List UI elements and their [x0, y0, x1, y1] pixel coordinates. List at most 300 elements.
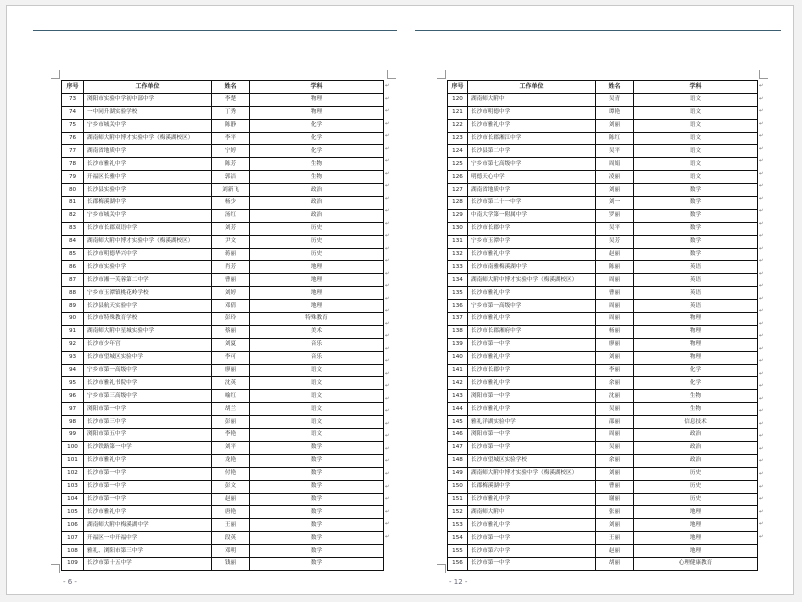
row-name: 吴青 [596, 93, 634, 106]
row-unit: 长沙市实验中学 [84, 261, 212, 274]
table-row [448, 338, 758, 351]
paragraph-mark-icon: ↵ [759, 295, 764, 302]
paragraph-mark-icon: ↵ [385, 433, 390, 440]
row-name: 曹丽 [596, 480, 634, 493]
row-number: 144 [448, 403, 468, 416]
row-subject: 语文 [250, 390, 384, 403]
row-unit: 宁乡市第三高级中学 [84, 390, 212, 403]
row-unit: 长沙市少年宫 [84, 338, 212, 351]
paragraph-mark-icon: ↵ [759, 170, 764, 177]
paragraph-mark-icon: ↵ [759, 508, 764, 515]
row-subject: 英语 [634, 287, 758, 300]
table-header-row [448, 81, 758, 94]
row-unit: 开福区长雅中学 [84, 171, 212, 184]
table-row [62, 351, 384, 364]
paragraph-marks [759, 80, 765, 543]
paragraph-mark-icon: ↵ [759, 458, 764, 465]
crop-mark [51, 564, 60, 573]
row-subject: 化学 [250, 119, 384, 132]
row-unit: 长沙铁路第一中学 [84, 441, 212, 454]
table-row [62, 557, 384, 570]
paragraph-mark-icon: ↵ [759, 470, 764, 477]
paragraph-mark-icon: ↵ [385, 133, 390, 140]
paragraph-mark-icon: ↵ [385, 220, 390, 227]
table-row [448, 557, 758, 570]
row-subject: 语文 [634, 132, 758, 145]
row-subject: 数学 [634, 209, 758, 222]
table-row [448, 403, 758, 416]
row-name: 凌丽 [596, 171, 634, 184]
row-name: 余丽 [596, 454, 634, 467]
row-name: 刘平 [212, 441, 250, 454]
row-subject: 物理 [250, 93, 384, 106]
table-row [62, 235, 384, 248]
row-name: 沈英 [212, 377, 250, 390]
row-number: 135 [448, 287, 468, 300]
row-number: 103 [62, 480, 84, 493]
row-unit: 湖南师大附中梅溪湖中学 [84, 519, 212, 532]
table-row [448, 519, 758, 532]
row-subject: 心理健康教育 [634, 557, 758, 570]
table-row [448, 158, 758, 171]
row-name: 付艳 [212, 467, 250, 480]
row-unit: 浏阳市第一中学 [468, 429, 596, 442]
paragraph-marks [385, 80, 391, 543]
row-number: 102 [62, 467, 84, 480]
row-unit: 长沙市第一中学 [468, 532, 596, 545]
row-subject: 语文 [250, 429, 384, 442]
row-name: 邓明 [212, 545, 250, 558]
row-subject: 英语 [634, 274, 758, 287]
table-row [448, 93, 758, 106]
row-number: 76 [62, 132, 84, 145]
row-name: 谢丽 [596, 493, 634, 506]
row-unit: 长沙市雅礼中学 [468, 519, 596, 532]
row-name: 曹丽 [596, 287, 634, 300]
row-subject: 历史 [634, 467, 758, 480]
row-subject: 地理 [634, 545, 758, 558]
paragraph-mark-icon: ↵ [385, 345, 390, 352]
paragraph-mark-icon: ↵ [759, 270, 764, 277]
row-number: 143 [448, 390, 468, 403]
table-row [62, 274, 384, 287]
row-number: 141 [448, 364, 468, 377]
staff-table-right [447, 80, 758, 571]
table-row [62, 300, 384, 313]
paragraph-mark-icon: ↵ [385, 358, 390, 365]
row-subject: 语文 [250, 403, 384, 416]
row-name: 余丽 [596, 377, 634, 390]
row-number: 84 [62, 235, 84, 248]
document-page-right [409, 12, 787, 588]
row-unit: 长沙市雅礼中学 [84, 158, 212, 171]
paragraph-mark-icon: ↵ [759, 333, 764, 340]
document-page-left [21, 12, 401, 588]
row-subject: 语文 [634, 106, 758, 119]
row-unit: 浏阳市第五中学 [84, 429, 212, 442]
table-row [448, 441, 758, 454]
row-name: 尹文 [212, 235, 250, 248]
row-unit: 长沙市雅礼中学 [84, 454, 212, 467]
row-number: 73 [62, 93, 84, 106]
row-subject: 美术 [250, 325, 384, 338]
paragraph-mark-icon: ↵ [759, 320, 764, 327]
table-header-row [62, 81, 384, 94]
row-unit: 湖南师大附中博才实验中学（梅溪湖校区） [84, 235, 212, 248]
row-unit: 长沙市雅礼中学 [468, 313, 596, 326]
row-unit: 浏阳市第一中学 [84, 403, 212, 416]
table-row [448, 429, 758, 442]
paragraph-mark-icon: ↵ [385, 533, 390, 540]
row-subject: 物理 [634, 325, 758, 338]
row-name: 吴丽 [596, 403, 634, 416]
row-subject: 地理 [634, 532, 758, 545]
row-name: 吴丽 [596, 441, 634, 454]
paragraph-mark-icon: ↵ [385, 496, 390, 503]
row-number: 126 [448, 171, 468, 184]
row-unit: 长沙市长郡中学 [468, 364, 596, 377]
header-subject: 学科 [634, 81, 758, 94]
row-name: 李艳 [212, 429, 250, 442]
row-subject: 化学 [634, 377, 758, 390]
paragraph-mark-icon: ↵ [759, 383, 764, 390]
row-name: 郭洁 [212, 171, 250, 184]
row-subject: 地理 [634, 506, 758, 519]
row-unit: 雅礼、浏阳市第三中学 [84, 545, 212, 558]
row-name: 赵丽 [596, 248, 634, 261]
header-unit: 工作单位 [468, 81, 596, 94]
header-rule [33, 30, 397, 31]
paragraph-mark-icon: ↵ [385, 470, 390, 477]
table-row [448, 171, 758, 184]
row-subject: 数学 [250, 532, 384, 545]
row-subject: 数学 [250, 545, 384, 558]
table-row [62, 145, 384, 158]
row-unit: 浏阳市第一中学 [468, 390, 596, 403]
row-unit: 长沙市长郡中学 [468, 222, 596, 235]
row-name: 龙艳 [212, 454, 250, 467]
row-name: 吴平 [596, 145, 634, 158]
row-unit: 明德天心中学 [468, 171, 596, 184]
row-subject: 数学 [634, 197, 758, 210]
table-row [448, 274, 758, 287]
row-unit: 宁乡市城关中学 [84, 209, 212, 222]
paragraph-mark-icon: ↵ [759, 420, 764, 427]
row-number: 98 [62, 416, 84, 429]
paragraph-mark-icon: ↵ [759, 158, 764, 165]
paragraph-mark-icon: ↵ [385, 145, 390, 152]
table-row [62, 480, 384, 493]
row-subject: 化学 [634, 364, 758, 377]
table-row [62, 119, 384, 132]
row-unit: 宁乡市第七高级中学 [468, 158, 596, 171]
row-subject: 地理 [250, 300, 384, 313]
row-number: 147 [448, 441, 468, 454]
row-number: 154 [448, 532, 468, 545]
row-name: 段英 [212, 532, 250, 545]
row-name: 曹丽 [212, 274, 250, 287]
row-name: 喻红 [212, 390, 250, 403]
paragraph-mark-icon: ↵ [759, 521, 764, 528]
paragraph-mark-icon: ↵ [759, 395, 764, 402]
row-number: 136 [448, 300, 468, 313]
header-name: 姓名 [596, 81, 634, 94]
row-number: 97 [62, 403, 84, 416]
table-row [62, 416, 384, 429]
row-number: 139 [448, 338, 468, 351]
paragraph-mark-icon: ↵ [759, 145, 764, 152]
table-row [62, 106, 384, 119]
row-number: 146 [448, 429, 468, 442]
row-unit: 长沙市雅礼中学 [468, 403, 596, 416]
row-number: 81 [62, 197, 84, 210]
row-name: 周丽 [596, 300, 634, 313]
row-unit: 长沙市雅礼书院中学 [84, 377, 212, 390]
row-number: 87 [62, 274, 84, 287]
paragraph-mark-icon: ↵ [759, 245, 764, 252]
row-number: 80 [62, 184, 84, 197]
row-unit: 宁乡市第一高级中学 [84, 364, 212, 377]
table-row [448, 325, 758, 338]
row-number: 122 [448, 119, 468, 132]
row-subject: 数学 [250, 480, 384, 493]
row-unit: 长沙市第一中学 [468, 338, 596, 351]
row-subject: 地理 [250, 287, 384, 300]
row-unit: 长沙市长郡湘江中学 [468, 132, 596, 145]
row-subject: 政治 [250, 209, 384, 222]
paragraph-mark-icon: ↵ [759, 120, 764, 127]
row-name: 陈芳 [212, 158, 250, 171]
row-subject: 语文 [250, 377, 384, 390]
table-row [62, 454, 384, 467]
row-number: 95 [62, 377, 84, 390]
row-unit: 长沙市雅礼中学 [468, 119, 596, 132]
staff-table-left [61, 80, 384, 571]
row-unit: 长沙县第二中学 [468, 145, 596, 158]
row-number: 107 [62, 532, 84, 545]
paragraph-mark-icon: ↵ [759, 183, 764, 190]
paragraph-mark-icon: ↵ [385, 158, 390, 165]
row-unit: 雅礼洋湖实验中学 [468, 416, 596, 429]
table-row [448, 416, 758, 429]
row-number: 104 [62, 493, 84, 506]
paragraph-mark-icon: ↵ [385, 170, 390, 177]
row-name: 谭艳 [596, 106, 634, 119]
row-subject: 生物 [634, 403, 758, 416]
row-number: 109 [62, 557, 84, 570]
table-row [448, 506, 758, 519]
row-name: 周丽 [596, 313, 634, 326]
paragraph-mark-icon: ↵ [385, 208, 390, 215]
row-number: 90 [62, 313, 84, 326]
row-name: 刘丽 [596, 467, 634, 480]
row-name: 赵丽 [596, 545, 634, 558]
row-subject: 语文 [250, 364, 384, 377]
row-subject: 历史 [634, 493, 758, 506]
table-row [448, 454, 758, 467]
paragraph-mark-icon: ↵ [385, 120, 390, 127]
row-unit: 长沙市第六中学 [468, 545, 596, 558]
page-number: - 12 - [449, 578, 468, 586]
row-name: 吴平 [596, 222, 634, 235]
table-row [448, 106, 758, 119]
row-name: 李可 [212, 351, 250, 364]
row-number: 82 [62, 209, 84, 222]
paragraph-mark-icon: ↵ [385, 283, 390, 290]
row-name: 肖芳 [212, 261, 250, 274]
row-unit: 浏阳市实验中学初中部中学 [84, 93, 212, 106]
paragraph-mark-icon: ↵ [759, 308, 764, 315]
row-number: 101 [62, 454, 84, 467]
row-subject: 生物 [250, 171, 384, 184]
row-unit: 长沙市第二十一中学 [468, 197, 596, 210]
row-name: 陈静 [212, 119, 250, 132]
paragraph-mark-icon: ↵ [759, 408, 764, 415]
paragraph-mark-icon: ↵ [759, 445, 764, 452]
paragraph-mark-icon: ↵ [385, 83, 390, 89]
header-no: 序号 [62, 81, 84, 94]
row-unit: 湖南省地质中学 [468, 184, 596, 197]
row-subject: 物理 [250, 106, 384, 119]
table-row [62, 171, 384, 184]
row-name: 李丽 [596, 364, 634, 377]
row-number: 99 [62, 429, 84, 442]
table-row [448, 145, 758, 158]
row-subject: 数学 [250, 519, 384, 532]
row-unit: 湖南师大附中博才实验中学（梅溪湖校区） [84, 132, 212, 145]
row-name: 吴芳 [596, 235, 634, 248]
row-unit: 长沙县航天实验中学 [84, 300, 212, 313]
row-name: 周丽 [596, 429, 634, 442]
row-name: 赵丽 [212, 493, 250, 506]
row-number: 94 [62, 364, 84, 377]
table-body [62, 93, 384, 570]
row-number: 125 [448, 158, 468, 171]
row-unit: 长沙市雅礼中学 [468, 351, 596, 364]
row-unit: 长沙市长郡湘府中学 [468, 325, 596, 338]
row-number: 151 [448, 493, 468, 506]
row-unit: 一中同升湖实验学校 [84, 106, 212, 119]
row-number: 105 [62, 506, 84, 519]
row-name: 张丽 [596, 506, 634, 519]
row-number: 121 [448, 106, 468, 119]
row-number: 106 [62, 519, 84, 532]
row-unit: 长沙县实验中学 [84, 184, 212, 197]
row-unit: 长沙市第三中学 [84, 416, 212, 429]
row-unit: 湖南师大附中博才实验中学（梅溪湖校区） [468, 274, 596, 287]
row-name: 蔡丽 [212, 325, 250, 338]
table-row [62, 390, 384, 403]
paragraph-mark-icon: ↵ [385, 233, 390, 240]
table-row [62, 261, 384, 274]
row-number: 89 [62, 300, 84, 313]
row-unit: 湖南省地质中学 [84, 145, 212, 158]
table-row [62, 532, 384, 545]
paragraph-mark-icon: ↵ [385, 508, 390, 515]
table-body [448, 93, 758, 570]
paragraph-mark-icon: ↵ [385, 183, 390, 190]
row-subject: 语文 [634, 119, 758, 132]
paragraph-mark-icon: ↵ [385, 270, 390, 277]
row-unit: 长沙市雅礼中学 [468, 493, 596, 506]
row-number: 155 [448, 545, 468, 558]
table-row [448, 364, 758, 377]
row-number: 123 [448, 132, 468, 145]
row-unit: 长沙市雅礼中学 [468, 287, 596, 300]
table-row [62, 519, 384, 532]
row-subject: 物理 [634, 351, 758, 364]
row-name: 周娟 [596, 158, 634, 171]
row-name: 沈丽 [596, 390, 634, 403]
row-subject: 地理 [634, 519, 758, 532]
paragraph-mark-icon: ↵ [759, 133, 764, 140]
paragraph-mark-icon: ↵ [385, 458, 390, 465]
table-row [62, 338, 384, 351]
row-subject: 数学 [634, 235, 758, 248]
row-number: 74 [62, 106, 84, 119]
table-row [448, 184, 758, 197]
row-number: 131 [448, 235, 468, 248]
row-subject: 政治 [250, 184, 384, 197]
crop-mark [51, 70, 60, 79]
row-subject: 数学 [250, 454, 384, 467]
row-name: 刘丽 [596, 351, 634, 364]
document-frame [6, 5, 794, 595]
row-number: 79 [62, 171, 84, 184]
row-unit: 长沙市长郡双语中学 [84, 222, 212, 235]
row-name: 杨少 [212, 197, 250, 210]
row-subject: 历史 [250, 248, 384, 261]
paragraph-mark-icon: ↵ [759, 370, 764, 377]
row-unit: 长沙市第十五中学 [84, 557, 212, 570]
row-name: 胡丽 [596, 557, 634, 570]
row-subject: 地理 [250, 261, 384, 274]
row-subject: 信息技术 [634, 416, 758, 429]
row-number: 128 [448, 197, 468, 210]
table-row [448, 248, 758, 261]
paragraph-mark-icon: ↵ [759, 533, 764, 540]
row-number: 124 [448, 145, 468, 158]
row-name: 刘夏 [212, 338, 250, 351]
row-subject: 英语 [634, 261, 758, 274]
row-subject: 化学 [250, 132, 384, 145]
row-subject: 生物 [634, 390, 758, 403]
row-subject: 音乐 [250, 351, 384, 364]
table-row [62, 545, 384, 558]
row-name: 刘新飞 [212, 184, 250, 197]
row-subject: 物理 [634, 313, 758, 326]
table-row [62, 429, 384, 442]
paragraph-mark-icon: ↵ [385, 245, 390, 252]
row-name: 陈丽 [596, 261, 634, 274]
paragraph-mark-icon: ↵ [385, 295, 390, 302]
table-row [62, 184, 384, 197]
row-name: 廖丽 [212, 364, 250, 377]
paragraph-mark-icon: ↵ [385, 420, 390, 427]
paragraph-mark-icon: ↵ [385, 383, 390, 390]
table-row [448, 313, 758, 326]
table-row [62, 325, 384, 338]
row-subject: 数学 [634, 184, 758, 197]
paragraph-mark-icon: ↵ [385, 258, 390, 265]
row-number: 88 [62, 287, 84, 300]
row-subject: 化学 [250, 145, 384, 158]
row-name: 彭文 [212, 480, 250, 493]
paragraph-mark-icon: ↵ [759, 345, 764, 352]
row-subject: 数学 [250, 493, 384, 506]
row-number: 78 [62, 158, 84, 171]
row-name: 彭丽 [212, 416, 250, 429]
